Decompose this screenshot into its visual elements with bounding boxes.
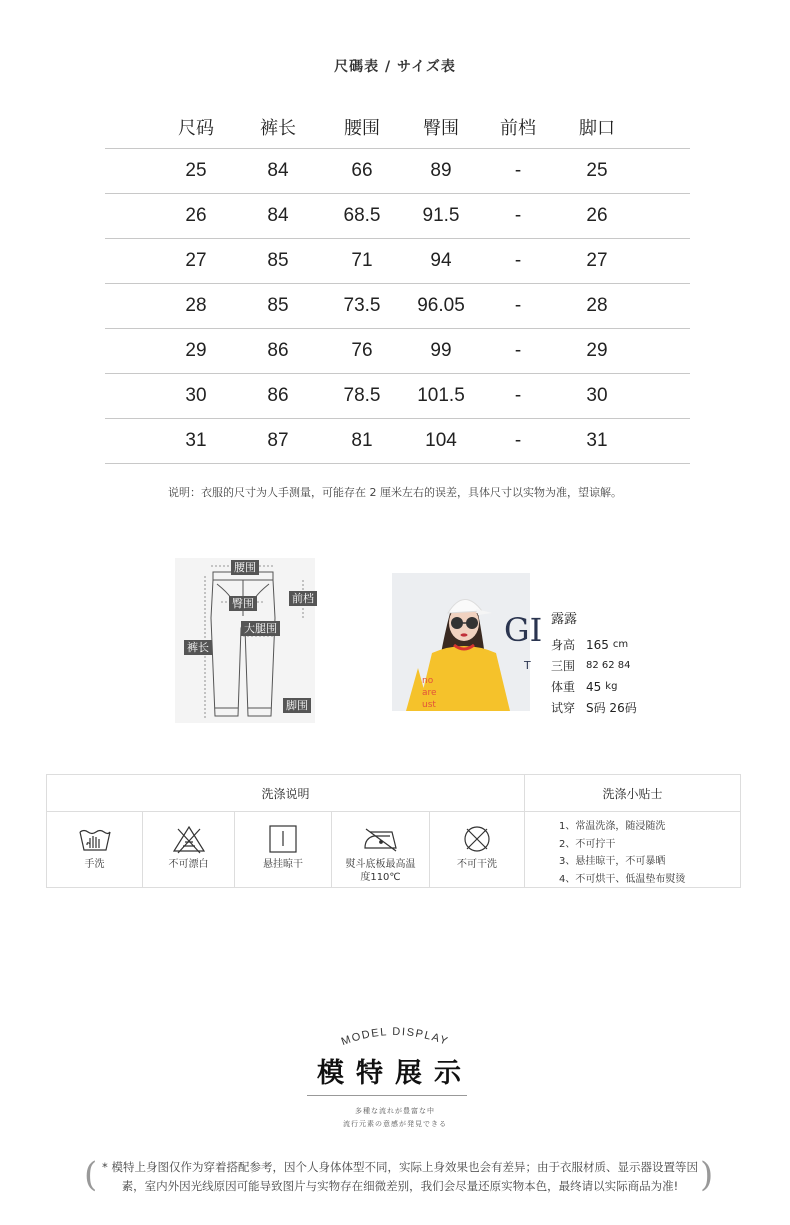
wash-item-hand-wash: 手洗 <box>47 812 143 887</box>
svg-text:T: T <box>524 659 531 672</box>
model-photo <box>392 573 543 711</box>
table-cell: 104 <box>425 430 457 451</box>
table-cell: 73.5 <box>343 295 381 316</box>
no-bleach-icon <box>172 824 206 854</box>
table-cell: 91.5 <box>422 205 460 226</box>
wash-tips-title: 洗涤小贴士 <box>602 786 663 801</box>
stat-height: 身高 165 cm <box>551 637 629 652</box>
table-cell: 76 <box>351 340 373 361</box>
table-row <box>105 194 690 239</box>
wash-tip: 4、不可烘干、低温垫布熨烫 <box>559 873 686 885</box>
hand-wash-icon <box>78 824 112 854</box>
table-cell: 87 <box>267 430 289 451</box>
svg-text:ust: ust <box>422 700 436 710</box>
model-display-subtitle-2: 流行元素の意感が発見できる <box>343 1120 447 1128</box>
wash-tip: 2、不可拧干 <box>559 838 616 850</box>
table-cell: 84 <box>267 205 289 226</box>
table-cell: - <box>514 160 522 181</box>
photo-sign-text: GI <box>504 611 543 649</box>
no-dry-clean-icon <box>460 824 494 854</box>
size-table-header <box>105 106 690 149</box>
diagram-label-rise: 前档 <box>289 591 317 606</box>
table-cell: 30 <box>185 385 207 406</box>
stat-weight: 体重 45 kg <box>551 679 618 694</box>
stat-fit: 试穿 S码 26码 <box>551 701 637 715</box>
table-cell: - <box>514 340 522 361</box>
model-stats <box>551 634 637 718</box>
wash-header <box>47 775 740 812</box>
size-table-header-cell: 裤长 <box>260 118 296 139</box>
table-cell: 29 <box>185 340 207 361</box>
wash-instructions-title: 洗涤说明 <box>47 775 525 811</box>
table-cell: 25 <box>185 160 207 181</box>
wash-item-hang-dry: 悬挂晾干 <box>235 812 332 887</box>
model-illustration <box>392 573 543 711</box>
table-row <box>105 419 690 464</box>
table-cell: 28 <box>185 295 207 316</box>
wash-item-no-dry-clean: 不可干洗 <box>430 812 525 887</box>
table-cell: 86 <box>267 385 289 406</box>
table-cell: - <box>514 250 522 271</box>
wash-tips-list <box>525 812 740 887</box>
model-display-subtitle-1: 多種な流れが豊富な中 <box>355 1107 435 1115</box>
table-cell: 31 <box>586 430 608 451</box>
wash-body <box>47 812 740 887</box>
svg-text:are: are <box>422 688 437 698</box>
table-cell: 78.5 <box>343 385 381 406</box>
table-cell: 25 <box>586 160 608 181</box>
model-display-divider <box>307 1095 467 1096</box>
table-cell: 81 <box>351 430 373 451</box>
table-cell: - <box>514 205 522 226</box>
table-row <box>105 329 690 374</box>
disclaimer-left-paren: ( <box>84 1155 98 1195</box>
table-cell: 26 <box>185 205 207 226</box>
table-row <box>105 239 690 284</box>
hang-dry-icon <box>266 824 300 854</box>
table-cell: 101.5 <box>417 385 465 406</box>
table-row <box>105 149 690 194</box>
table-cell: 29 <box>586 340 608 361</box>
table-cell: 26 <box>586 205 608 226</box>
table-cell: 84 <box>267 160 289 181</box>
diagram-label-hem: 脚围 <box>283 698 311 713</box>
model-name: 露露 <box>551 612 578 627</box>
table-cell: - <box>514 430 522 451</box>
wash-instructions <box>46 774 741 888</box>
size-table <box>105 106 690 464</box>
disclaimer-text: * 模特上身图仅作为穿着搭配参考，因个人身体体型不同，实际上身效果也会有差异；由于衣服材质、显示器设置等因素，室内外因光线原因可能导致图片与实物存在细微差别，我们会尽量还原实物本色，最终请以实际商品为准! <box>102 1160 698 1193</box>
table-cell: 27 <box>185 250 207 271</box>
size-chart-title: 尺碼表 / サイズ表 <box>334 59 456 75</box>
wash-tip: 1、常温洗涤，随浸随洗 <box>559 821 666 832</box>
table-cell: 30 <box>586 385 608 406</box>
table-cell: 85 <box>267 250 289 271</box>
disclaimer-right-paren: ) <box>700 1155 714 1195</box>
svg-text:MODEL DISPLAY: MODEL DISPLAY <box>339 1025 451 1049</box>
table-cell: 27 <box>586 250 608 271</box>
svg-text:no: no <box>422 676 434 686</box>
table-cell: 94 <box>430 250 452 271</box>
stat-measurements: 三围 82 62 84 <box>551 659 631 673</box>
table-cell: 89 <box>430 160 452 181</box>
table-row <box>105 284 690 329</box>
wash-tip: 3、悬挂晾干，不可暴晒 <box>559 856 666 867</box>
table-cell: 68.5 <box>343 205 381 226</box>
diagram-label-waist: 腰围 <box>231 560 259 575</box>
pants-diagram <box>175 558 315 723</box>
table-cell: 85 <box>267 295 289 316</box>
measurement-note: 说明：衣服的尺寸为人手测量，可能存在 2 厘米左右的误差，具体尺寸以实物为准，望谅解。 <box>168 486 622 499</box>
model-display-arc-text <box>320 1015 470 1055</box>
diagram-label-hip: 臀围 <box>229 596 257 611</box>
table-cell: 96.05 <box>417 295 465 316</box>
wash-item-no-bleach: 不可漂白 <box>143 812 235 887</box>
size-table-header-cell: 尺码 <box>178 118 214 139</box>
size-table-header-cell: 腰围 <box>344 118 380 139</box>
size-table-header-cell: 脚口 <box>579 118 615 139</box>
table-cell: 28 <box>586 295 608 316</box>
table-cell: - <box>514 385 522 406</box>
table-cell: 31 <box>185 430 207 451</box>
table-cell: 66 <box>351 160 373 181</box>
table-cell: 99 <box>430 340 452 361</box>
wash-item-iron: 熨斗底板最高温度110℃ <box>332 812 430 887</box>
table-cell: 71 <box>351 250 373 271</box>
model-display-title: 模特展示 <box>317 1058 473 1089</box>
table-row <box>105 374 690 419</box>
size-table-header-cell: 前档 <box>500 118 536 139</box>
table-cell: 86 <box>267 340 289 361</box>
diagram-label-thigh: 大腿围 <box>241 621 280 636</box>
iron-icon <box>362 824 400 854</box>
diagram-label-length: 裤长 <box>184 640 212 655</box>
size-table-header-cell: 臀围 <box>423 118 459 139</box>
table-cell: - <box>514 295 522 316</box>
